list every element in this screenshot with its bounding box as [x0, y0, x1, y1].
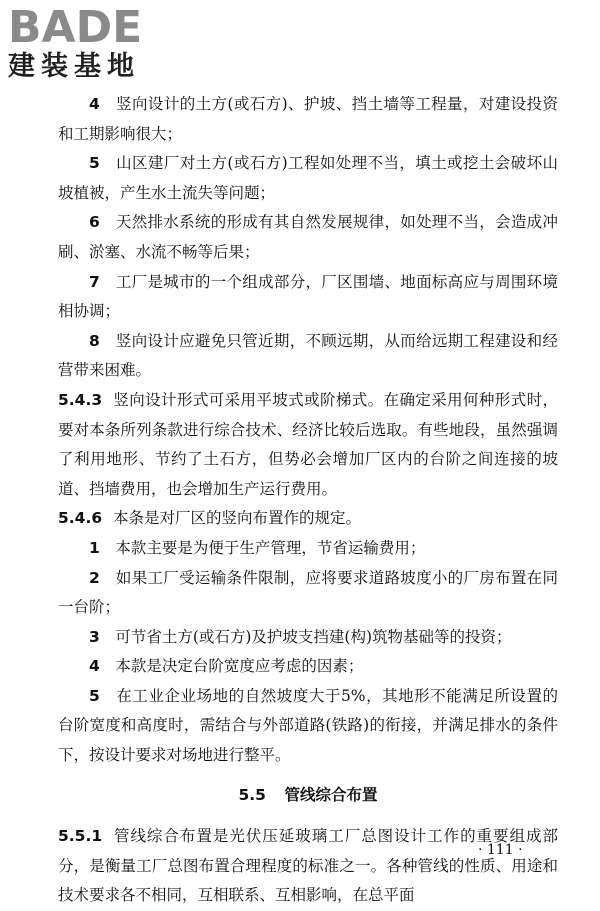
clause-5-4-3 [58, 386, 558, 504]
item-number: 6 [89, 213, 100, 232]
clause-number: 5.5.1 [58, 827, 103, 846]
clause-5-4-6 [58, 504, 558, 534]
item-text: 工厂是城市的一个组成部分，厂区围墙、地面标高应与周围环境相协调； [58, 272, 558, 321]
item-text: 在工业企业场地的自然坡度大于5%，其地形不能满足所设置的台阶宽度和高度时，需结合与外部道路(铁路)的衔接，并满足排水的条件下，按设计要求对场地进行整平。 [58, 686, 558, 765]
page-number: · 111 · [478, 842, 523, 858]
item-number: 1 [89, 538, 100, 557]
item-number: 8 [89, 331, 100, 350]
list-item [58, 208, 558, 267]
clause-5-5-1 [58, 822, 558, 911]
list-item [58, 90, 558, 149]
item-text: 如果工厂受运输条件限制，应将要求道路坡度小的厂房布置在同一台阶； [58, 568, 558, 617]
item-number: 5 [89, 686, 100, 705]
item-number: 3 [89, 627, 100, 646]
document-body [58, 90, 558, 911]
list-item [58, 327, 558, 386]
list-item [58, 564, 558, 623]
section-title: 管线综合布置 [284, 785, 378, 804]
item-text: 天然排水系统的形成有其自然发展规律，如处理不当，会造成冲刷、淤塞、水流不畅等后果； [58, 213, 558, 261]
item-number: 7 [89, 272, 100, 291]
item-number: 5 [89, 154, 100, 173]
list-item [58, 623, 558, 653]
list-item [58, 534, 558, 564]
item-text: 本款是决定台阶宽度应考虑的因素； [115, 657, 364, 676]
item-text: 本款主要是为便于生产管理，节省运输费用； [115, 538, 426, 557]
list-item [58, 652, 558, 682]
logo-wordmark: BADE [8, 2, 143, 53]
list-item [58, 149, 558, 208]
item-text: 竖向设计的土方(或石方)、护坡、挡土墙等工程量，对建设投资和工期影响很大； [58, 95, 558, 143]
clause-text: 本条是对厂区的竖向布置作的规定。 [112, 509, 361, 528]
item-text: 可节省土方(或石方)及护坡支挡建(构)筑物基础等的投资； [115, 627, 512, 646]
clause-number: 5.4.6 [58, 509, 103, 528]
clause-text: 管线综合布置是光伏压延玻璃工厂总图设计工作的重要组成部分，是衡量工厂总图布置合理程度的标准之一。各种管线的性质、用途和技术要求各不相同，互相联系、互相影响，在总平面 [58, 827, 558, 905]
list-item [58, 682, 558, 771]
item-number: 2 [89, 568, 100, 587]
section-heading [58, 781, 558, 811]
logo-subtitle: 建装基地 [8, 51, 140, 82]
bade-logo [8, 2, 178, 82]
item-text: 山区建厂对土方(或石方)工程如处理不当，填土或挖土会破坏山坡植被，产生水土流失等问题； [58, 154, 558, 202]
item-text: 竖向设计应避免只管近期，不顾远期，从而给远期工程建设和经营带来困难。 [58, 331, 558, 380]
clause-number: 5.4.3 [58, 390, 103, 409]
clause-text: 竖向设计形式可采用平坡式或阶梯式。在确定采用何种形式时，要对本条所列条款进行综合技术、经济比较后选取。有些地段，虽然强调了利用地形、节约了土石方，但势必会增加厂区内的台阶之间连接的坡道、挡墙费用，也会增加生产运行费用。 [58, 390, 558, 498]
item-number: 4 [89, 657, 100, 676]
section-number: 5.5 [238, 785, 266, 804]
list-item [58, 268, 558, 327]
item-number: 4 [89, 95, 100, 113]
